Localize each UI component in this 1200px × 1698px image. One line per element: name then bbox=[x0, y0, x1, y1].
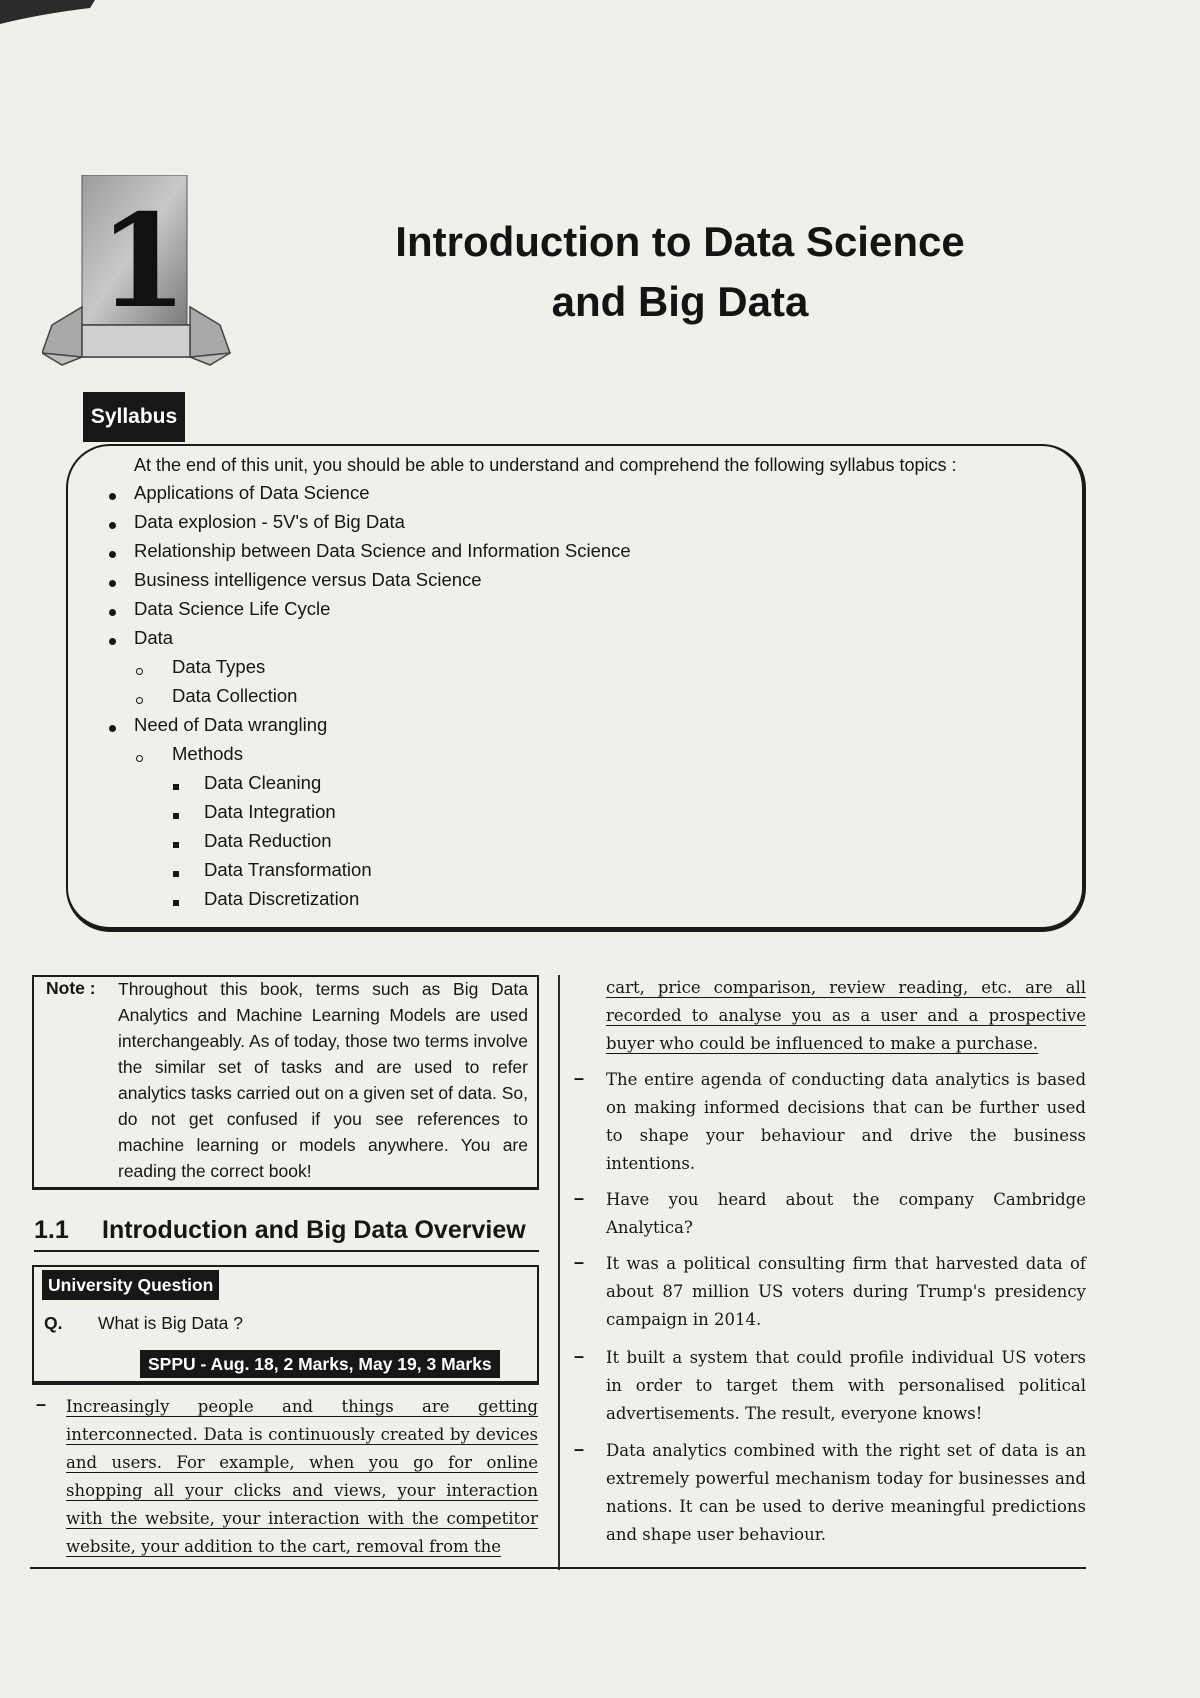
syllabus-method: Data Discretization bbox=[204, 888, 360, 909]
syllabus-item: Data Science Life Cycle bbox=[134, 598, 331, 619]
bullet-icon bbox=[109, 609, 116, 616]
note-label: Note : bbox=[46, 978, 96, 998]
right-point: Data analytics combined with the right set of data is an extremely powerful mechanism today for businesses and nations. It can be used to derive meaningful predictions and shape user behaviour. bbox=[606, 1441, 1086, 1544]
question-label: Q. bbox=[44, 1313, 63, 1333]
section-title: Introduction and Big Data Overview bbox=[102, 1216, 526, 1244]
right-point: It was a political consulting firm that harvested data of about 87 million US voters during Trump's presidency campaign in 2014. bbox=[606, 1254, 1086, 1329]
syllabus-intro: At the end of this unit, you should be able to understand and comprehend the following syllabus topics : bbox=[134, 455, 957, 475]
syllabus-subitem: Data Types bbox=[172, 656, 266, 677]
bullet-icon bbox=[109, 551, 116, 558]
syllabus-method: Data Cleaning bbox=[204, 772, 322, 793]
syllabus-item: Data bbox=[134, 627, 174, 648]
chapter-title bbox=[340, 212, 1020, 332]
square-bullet-icon bbox=[173, 871, 179, 877]
syllabus-item: Business intelligence versus Data Science bbox=[134, 569, 482, 590]
page-corner-shadow bbox=[0, 0, 95, 30]
ring-bullet-icon bbox=[136, 668, 143, 675]
bullet-icon bbox=[109, 725, 116, 732]
right-point: It built a system that could profile individual US voters in order to target them with personalised political advertisements. The result, everyone knows! bbox=[606, 1348, 1086, 1423]
dash-icon: – bbox=[574, 1439, 585, 1459]
syllabus-method: Data Reduction bbox=[204, 830, 332, 851]
note-text: Throughout this book, terms such as Big Data Analytics and Machine Learning Models are used interchangeably. As of today, those two terms involve the similar set of tasks and are used to refer analytics tasks carried out on a given set of data. So, do not get confused if you see references to machine learning or models anywhere. You are reading the correct book! bbox=[118, 979, 528, 1181]
university-question-tag: University Question bbox=[42, 1270, 219, 1300]
square-bullet-icon bbox=[173, 900, 179, 906]
syllabus-subitem: Data Collection bbox=[172, 685, 298, 706]
right-point: The entire agenda of conducting data analytics is based on making informed decisions that can be further used to shape your behaviour and drive the business intentions. bbox=[606, 1070, 1086, 1173]
dash-icon: – bbox=[574, 1068, 585, 1088]
square-bullet-icon bbox=[173, 784, 179, 790]
syllabus-tag: Syllabus bbox=[83, 392, 185, 442]
syllabus-method: Data Integration bbox=[204, 801, 336, 822]
syllabus-item: Data explosion - 5V's of Big Data bbox=[134, 511, 405, 532]
ring-bullet-icon bbox=[136, 697, 143, 704]
ring-bullet-icon bbox=[136, 755, 143, 762]
question-text: What is Big Data ? bbox=[98, 1313, 243, 1333]
right-point: Have you heard about the company Cambridge Analytica? bbox=[606, 1190, 1086, 1237]
left-paragraph: Increasingly people and things are getting interconnected. Data is continuously created by devices and users. For example, when you go for online shopping all your clicks and views, your interaction with the website, your interaction with the competitor website, your addition to the cart, removal from the bbox=[66, 1397, 538, 1556]
bullet-icon bbox=[109, 580, 116, 587]
chapter-badge bbox=[42, 175, 252, 390]
bullet-icon bbox=[109, 522, 116, 529]
square-bullet-icon bbox=[173, 813, 179, 819]
section-heading bbox=[34, 1212, 539, 1252]
syllabus-item: Relationship between Data Science and Information Science bbox=[134, 540, 631, 561]
section-number: 1.1 bbox=[34, 1216, 69, 1244]
right-continuation: cart, price comparison, review reading, etc. are all recorded to analyse you as a user and a prospective buyer who could be influenced to make a purchase. bbox=[606, 978, 1086, 1053]
square-bullet-icon bbox=[173, 842, 179, 848]
bottom-rule bbox=[30, 1567, 1086, 1569]
syllabus-item: Need of Data wrangling bbox=[134, 714, 328, 735]
dash-icon: – bbox=[574, 1346, 585, 1366]
chapter-title-line-2: and Big Data bbox=[551, 278, 809, 325]
question-reference: SPPU - Aug. 18, 2 Marks, May 19, 3 Marks bbox=[140, 1350, 500, 1378]
column-divider bbox=[558, 975, 560, 1570]
syllabus-method: Data Transformation bbox=[204, 859, 372, 880]
dash-icon: – bbox=[36, 1394, 47, 1414]
dash-icon: – bbox=[574, 1252, 585, 1272]
syllabus-item: Applications of Data Science bbox=[134, 482, 370, 503]
chapter-number: 1 bbox=[98, 187, 188, 337]
bullet-icon bbox=[109, 638, 116, 645]
chapter-title-line-1: Introduction to Data Science bbox=[395, 218, 965, 265]
syllabus-subitem: Methods bbox=[172, 743, 243, 764]
bullet-icon bbox=[109, 493, 116, 500]
dash-icon: – bbox=[574, 1188, 585, 1208]
